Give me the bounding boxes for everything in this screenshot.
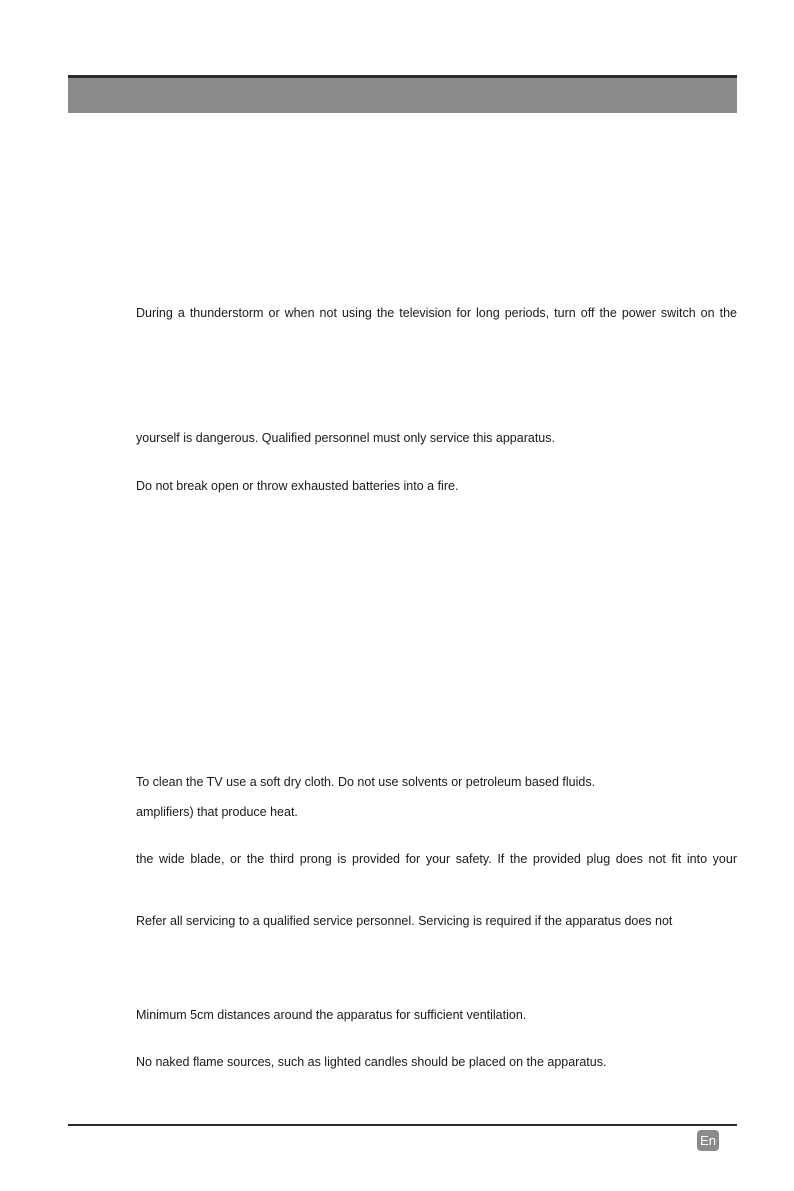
section-header-band [68,78,737,113]
text-line-amplifiers: amplifiers) that produce heat. [136,805,298,819]
text-line-ventilation: Minimum 5cm distances around the apparatus for sufficient ventilation. [136,1008,527,1022]
text-line-batteries: Do not break open or throw exhausted batteries into a fire. [136,479,459,493]
text-line-cleaning: To clean the TV use a soft dry cloth. Do not use solvents or petroleum based fluids. [136,775,596,789]
text-line-qualified-personnel: yourself is dangerous. Qualified personnel must only service this apparatus. [136,431,555,445]
text-line-plug-safety: the wide blade, or the third prong is provided for your safety. If the provided plug does not fit into your [136,852,737,866]
footer-rule [68,1124,737,1126]
language-badge: En [697,1130,719,1151]
text-line-thunderstorm: During a thunderstorm or when not using the television for long periods, turn off the power switch on the [136,306,737,320]
text-line-servicing: Refer all servicing to a qualified service personnel. Servicing is required if the apparatus does not [136,914,673,928]
text-line-naked-flame: No naked flame sources, such as lighted candles should be placed on the apparatus. [136,1055,607,1069]
